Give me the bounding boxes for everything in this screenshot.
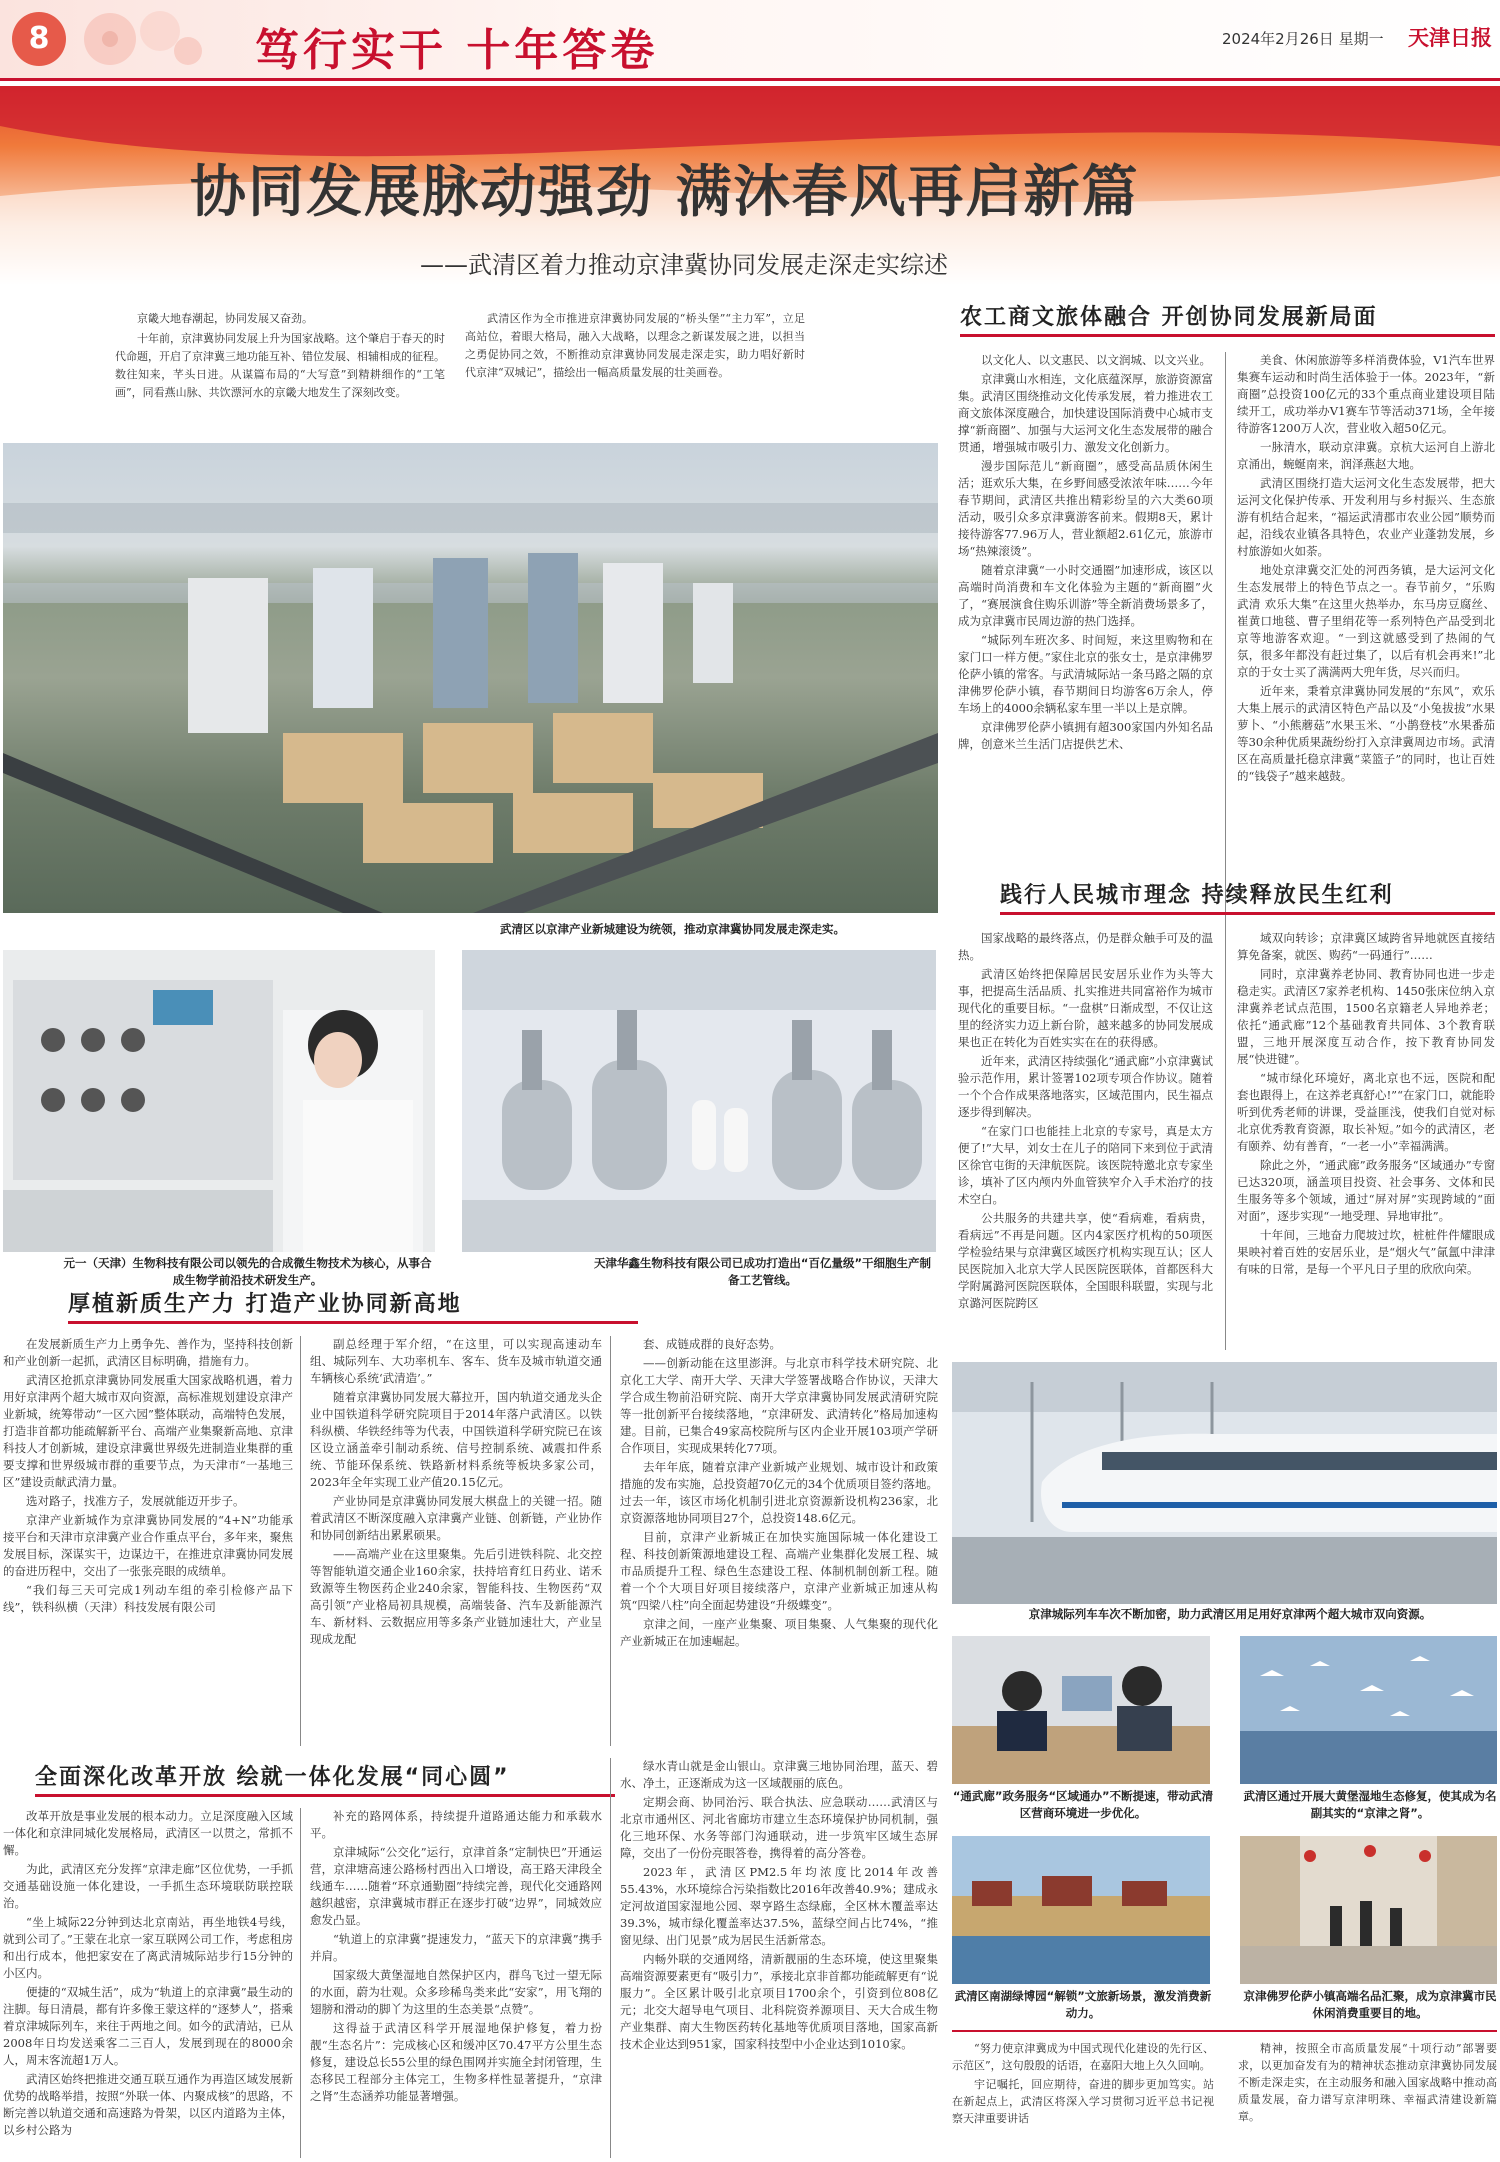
- column-rule: [610, 1758, 611, 2158]
- body-para: 选对路子，找准方子，发展就能迈开步子。: [26, 1494, 245, 1508]
- xinzhi-col-2: [310, 1336, 602, 1746]
- lead-para: 京畿大地春潮起，协同发展又奋劲。: [137, 312, 313, 325]
- section-heading-text: 践行人民城市理念 持续释放民生红利: [1000, 883, 1394, 908]
- caption-train: 京津城际列车车次不断加密，助力武清区用足用好京津两个超大城市双向资源。: [1028, 1607, 1432, 1621]
- heading-rule: [68, 1321, 638, 1324]
- body-para: 改革开放是事业发展的根本动力。立足深度融入区域一体化和京津同城化发展格局，武清区一以贯之，常抓不懈。: [3, 1809, 293, 1857]
- body-para: “城市绿化环境好，离北京也不远，医院和配套也跟得上，在这养老真舒心!”“在家门口，就能聆听到优秀老师的讲课，受益匪浅，使我们自觉对标北京优秀教育资源，取长补短。”如今的武清区，老有颐养、幼有善育，“一老一小”幸福满满。: [1237, 1071, 1495, 1153]
- lab-photo: [3, 950, 435, 1252]
- body-para: “坐上城际22分钟到达北京南站，再坐地铁4号线，就到公司了。”王蒙在北京一家互联网公司工作，考虑租房和出行成本，他把家安在了离武清城际站步行15分钟的小区内。: [3, 1915, 293, 1980]
- heading-rule: [35, 1794, 615, 1797]
- section-heading-text: 厚植新质生产力 打造产业协同新高地: [68, 1292, 462, 1317]
- column-rule: [300, 1808, 301, 2158]
- heading-rule: [1000, 912, 1495, 915]
- body-para: 十年间，三地奋力爬坡过坎，桩桩件件耀眼成果映衬着百姓的安居乐业，是“烟火气”氤氲中津津有味的日常，是每一个平凡日子里的欣欣向荣。: [1237, 1228, 1495, 1276]
- body-para: 漫步国际范儿“新商圈”，感受高品质休闲生活；逛欢乐大集，在乡野间感受浓浓年味……今年春节期间，武清区共推出精彩纷呈的六大类60项活动，吸引众多京津冀游客前来。假期8天，累计接待游客77.96万人，营业额超2.61亿元，旅游市场“热辣滚烫”。: [958, 459, 1213, 558]
- body-para: 京津产业新城作为京津冀协同发展的“4+N”功能承接平台和天津市京津冀产业合作重点平台，多年来，聚焦发展目标，深谋实干，边谋边干，在推进京津冀协同发展的奋进历程中，交出了一张张亮眼的成绩单。: [3, 1513, 293, 1578]
- column-rule: [610, 1336, 611, 1746]
- body-para: 近年来，秉着京津冀协同发展的“东风”，欢乐大集上展示的武清区特色产品以及“小兔拔拔”水果萝卜、“小熊蘑菇”水果玉米、“小鹊登枝”水果番茄等30余种优质果蔬纷纷打入京津冀周边市场。武清区在高质量托稳京津冀“菜篮子”的同时，也让百姓的“钱袋子”越来越鼓。: [1237, 684, 1495, 783]
- newspaper-logo: 天津日报: [1408, 25, 1492, 50]
- closing-rule: [952, 2030, 1497, 2032]
- body-para: 随着京津冀“一小时交通圈”加速形成，该区以高端时尚消费和车文化体验为主题的“新商圈”火了，“赛展演食住购乐训游”等全新消费场景多了，成为京津冀市民周边游的热门选择。: [958, 563, 1213, 628]
- xinzhi-col-3: [620, 1336, 938, 1746]
- caption-canal: 武清区南湖绿博园“解锁”文旅新场景，激发消费新动力。: [954, 1989, 1212, 2020]
- caption-aerial: 武清区以京津产业新城建设为统领，推动京津冀协同发展走深走实。: [500, 922, 845, 936]
- body-para: 京津冀山水相连，文化底蕴深厚，旅游资源富集。武清区围绕推动文化传承发展，着力推进农工商文旅体深度融合，加快建设国际消费中心城市支撑“新商圈”、加强与大运河文化生态发展带的融合贯通，增强城市吸引力、激发文化创新力。: [958, 372, 1213, 454]
- gaige-col-1: [3, 1808, 293, 2162]
- lead-col-2: [465, 310, 805, 440]
- xinzhi-col-1: [3, 1336, 293, 1746]
- caption-service: “通武廊”政务服务“区域通办”不断提速，带动武清区营商环境进一步优化。: [952, 1789, 1214, 1820]
- caption-lab: 元一（天津）生物科技有限公司以领先的合成微生物技术为核心，从事合成生物学前沿技术研发生产。: [63, 1256, 432, 1287]
- body-para: 定期会商、协同治污、联合执法、应急联动……武清区与北京市通州区、河北省廊坊市建立生态环境保护协同机制，强化三地环保、水务等部门沟通联动，进一步筑牢区域生态屏障，交出了一份份亮眼答卷，携得着的高分答卷。: [620, 1795, 938, 1860]
- lead-para: 武清区作为全市推进京津冀协同发展的“桥头堡”“主力军”，立足高站位，着眼大格局，融入大战略，以理念之新谋发展之进，以担当之勇促协同之效，不断推动京津冀协同发展走深走实，助力唱好新时代京津“双城记”，描绘出一幅高质量发展的壮美画卷。: [465, 312, 805, 379]
- body-para: 美食、休闲旅游等多样消费体验，V1汽车世界集赛车运动和时尚生活体验于一体。2023年，“新商圈”总投资100亿元的33个重点商业建设项目陆续开工，成功举办V1赛车节等活动371场，全年接待游客1200万人次，营业收入超50亿元。: [1237, 353, 1495, 435]
- body-para: 国家战略的最终落点，仍是群众触手可及的温热。: [958, 931, 1213, 962]
- body-para: 补充的路网体系，持续提升道路通达能力和承载水平。: [310, 1809, 602, 1840]
- service-photo: [952, 1636, 1210, 1784]
- nongshang-col-1: [958, 352, 1213, 937]
- page-number: 8: [28, 21, 50, 56]
- section-heading-minsheng: [1000, 878, 1495, 909]
- body-para: 产业协同是京津冀协同发展大棋盘上的关键一招。随着武清区不断深度融入京津冀产业链、创新链，产业协作和协同创新结出累累硕果。: [310, 1494, 602, 1542]
- section-heading-nongshang: [960, 300, 1495, 331]
- street-photo: [1240, 1836, 1497, 1984]
- caption-birds: 武清区通过开展大黄堡湿地生态修复，使其成为名副其实的“京津之肾”。: [1243, 1789, 1497, 1820]
- body-para: 以文化人、以文惠民、以文润城、以文兴业。: [981, 353, 1211, 367]
- heading-rule: [960, 334, 1495, 337]
- closing-para: “努力使京津冀成为中国式现代化建设的先行区、示范区”，这句殷殷的话语，在嘉阳大地上久久回响。: [952, 2042, 1214, 2072]
- section-heading-text: 农工商文旅体融合 开创协同发展新局面: [960, 305, 1378, 330]
- body-para: 内畅外联的交通网络，清新靓丽的生态环境，使这里聚集高端资源要素更有“吸引力”，承接北京非首都功能疏解更有“说服力”。全区累计吸引北京项目1700余个，引资到位808亿元；北交大超导电气项目、北科院资养源项目、天大合成生物产业集群、南大生物医药转化基地等优质项目落地，国家高新技术企业达到951家，国家科技型中小企业达到1010家。: [620, 1952, 938, 2051]
- body-para: 目前，京津产业新城正在加快实施国际城一体化建设工程、科技创新策源地建设工程、高端产业集群化发展工程、城市品质提升工程、绿色生态建设工程、体制机制创新工程。随着一个个大项目好项目接续落户，京津产业新城正加速从构筑“四梁八柱”向全面起势建设“升级蝶变”。: [620, 1530, 938, 1612]
- birds-photo: [1240, 1636, 1497, 1784]
- body-para: ——创新动能在这里澎湃。与北京市科学技术研究院、北京化工大学、南开大学、天津大学签署战略合作协议，天津大学合成生物前沿研究院、南开大学京津冀协同发展武清研究院等一批创新平台接续落地，“京津研发、武清转化”格局加速构建。目前，已集合49家高校院所与区内企业开展103项产学研合作项目，实现成果转化77项。: [620, 1356, 938, 1455]
- factory-photo: [462, 950, 936, 1252]
- flower-decoration: [70, 5, 210, 73]
- body-para: 套、成链成群的良好态势。: [643, 1337, 781, 1351]
- closing-col-2: [1238, 2040, 1497, 2160]
- body-para: 绿水青山就是金山银山。京津冀三地协同治理，蓝天、碧水、净土，正逐渐成为这一区域靓丽的底色。: [620, 1759, 938, 1790]
- aerial-photo: [3, 443, 938, 913]
- body-para: 国家级大黄堡湿地自然保护区内，群鸟飞过一望无际的水面，蔚为壮观。众多珍稀鸟类来此“安家”，用飞翔的翅膀和滑动的脚丫为这里的生态美景“点赞”。: [310, 1968, 602, 2016]
- caption-factory: 天津华鑫生物科技有限公司已成功打造出“百亿量级”干细胞生产制备工艺管线。: [593, 1256, 932, 1287]
- body-para: 武清区围绕打造大运河文化生态发展带，把大运河文化保护传承、开发利用与乡村振兴、生态旅游有机结合起来，“福运武清郡市农业公园”顺势而起，沿线农业镇各具特色，农业产业蓬勃发展，乡村旅游如火如荼。: [1237, 476, 1495, 558]
- body-para: 域双向转诊；京津冀区域跨省异地就医直接结算免备案，就医、购药“一码通行”……: [1237, 931, 1495, 962]
- body-para: 去年年底，随着京津产业新城产业规划、城市设计和政策措施的发布实施，总投资超70亿元的34个优质项目签约落地。过去一年，该区市场化机制引进北京资源新设机构236家，北京资源落地协同项目27个，总投资148.6亿元。: [620, 1460, 938, 1525]
- body-para: 武清区抢抓京津冀协同发展重大国家战略机遇，着力用好京津两个超大城市双向资源，高标准规划建设京津产业新城，统筹带动“一区六园”整体联动，高端特色发展，打造非首都功能疏解新平台、高端产业集聚新高地、京津科技人才创新城，建设京津冀世界级先进制造业集群的重要支撑和世界级城市群的重要节点，为天津市“一基地三区”建设贡献武清力量。: [3, 1373, 293, 1489]
- lead-para: 十年前，京津冀协同发展上升为国家战略。这个肇启于春天的时代命题，开启了京津冀三地功能互补、错位发展、相辅相成的征程。数往知来，芊头日进。从谋篇布局的“大写意”到精耕细作的“工笔画”，同看燕山脉、共饮漂河水的京畿大地发生了深刻改变。: [115, 332, 445, 399]
- body-para: ——高端产业在这里聚集。先后引进铁科院、北交控等智能轨道交通企业160余家，扶持培育红日药业、诺禾致源等生物医药企业240余家，智能科技、生物医药“双高引领”产业格局初具规模，高端装备、汽车及新能源汽车、新材料、云数据应用等多条产业链加速壮大，产业呈现成龙配: [310, 1547, 602, 1646]
- body-para: 除此之外，“通武廊”政务服务“区域通办”专窗已达320项，涵盖项目投资、社会事务、文体和民生服务等多个领域，通过“屏对屏”实现跨域的“面对面”，逐步实现“一地受理、异地审批”。: [1237, 1158, 1495, 1223]
- body-para: 武清区始终把推进交通互联互通作为再造区域发展新优势的战略举措，按照“外联一体、内聚成核”的思路，不断完善以轨道交通和高速路为骨架，以区内道路为主体，以乡村公路为: [3, 2072, 293, 2137]
- gaige-col-3: [620, 1758, 938, 2162]
- section-heading-xinzhi: [68, 1287, 638, 1318]
- caption-street: 京津佛罗伦萨小镇高端名品汇聚，成为京津冀市民休闲消费重要目的地。: [1243, 1989, 1497, 2020]
- body-para: 公共服务的共建共享，使“看病难，看病贵，看病远”不再是问题。区内4家医疗机构的50项医学检验结果与京津冀区域医疗机构实现互认；区人民医院加入北京大学人民医院医联体，首都医科大学附属潞河医院医联体，全国眼科联盟，实现与北京潞河医院跨区: [958, 1211, 1213, 1310]
- header-slogan: 笃行实干 十年答卷: [255, 25, 659, 76]
- body-para: 武清区始终把保障居民安居乐业作为头等大事，把提高生活品质、扎实推进共同富裕作为城市现代化的重要目标。“一盘棋”日渐成型，不仅让这里的经济实力迈上新台阶，越来越多的协同发展成果也正在转化为百姓实实在在的获得感。: [958, 967, 1213, 1049]
- headline-subtitle: ——武清区着力推动京津冀协同发展走深走实综述: [420, 251, 948, 279]
- canal-photo: [952, 1836, 1210, 1984]
- nongshang-col-2: [1237, 352, 1495, 937]
- body-para: 京津佛罗伦萨小镇拥有超300家国内外知名品牌，创意米兰生活门店提供艺术、: [958, 720, 1213, 751]
- minsheng-col-2: [1237, 930, 1495, 1350]
- body-para: 近年来，武清区持续强化“通武廊”小京津冀试验示范作用，累计签署102项专项合作协议。随着一个个合作成果落地落实，区域范围内，民生福点逐步得到解决。: [958, 1054, 1213, 1119]
- body-para: 地处京津冀交汇处的河西务镇，是大运河文化生态发展带上的特色节点之一。春节前夕，“乐购武清 欢乐大集”在这里火热举办，东马房豆腐丝、崔黄口地毯、曹子里绢花等一系列特色产品受到北京等地游客欢迎。“一到这就感受到了热闹的气氛，很多年都没有赶过集了，以后有机会再来!”北京的于女士买了满满两大兜年货，尽兴而归。: [1237, 563, 1495, 679]
- body-para: “我们每三天可完成1列动车组的牵引检修产品下线”，铁科纵横（天津）科技发展有限公司: [3, 1583, 293, 1614]
- body-para: 为此，武清区充分发挥“京津走廊”区位优势，一手抓交通基础设施一体化建设，一手抓生态环境联防联控联治。: [3, 1862, 293, 1910]
- body-para: 同时，京津冀养老协同、教育协同也进一步走稳走实。武清区7家养老机构、1450张床位纳入京津冀养老试点范围，1500名京籍老人异地养老；依托“通武廊”12个基础教育共同体、3个教育联盟，三地开展深度互动合作，按下教育协同发展“快进键”。: [1237, 967, 1495, 1066]
- body-para: “轨道上的京津冀”提速发力，“蓝天下的京津冀”携手并肩。: [310, 1932, 602, 1963]
- body-para: 便捷的“双城生活”，成为“轨道上的京津冀”最生动的注脚。每日清晨，都有许多像王蒙这样的“逐梦人”，搭乘着京津城际列车，来往于两地之间。如今的武清站，已从2008年日均发送乘客二三百人，发展到现在的8000余人，周末客流超1万人。: [3, 1985, 293, 2067]
- body-para: 随着京津冀协同发展大幕拉开，国内轨道交通龙头企业中国铁道科学研究院项目于2014年落户武清区。以铁科纵横、华铁经纬等为代表，中国铁道科学研究院已在该区设立涵盖牵引制动系统、信号控制系统、减震扣件系统、节能环保系统、铁路新材料系统等板块多家公司，2023年全年实现工业产值20.15亿元。: [310, 1390, 602, 1489]
- train-photo: [952, 1362, 1497, 1604]
- headline-title: 协同发展脉动强劲 满沐春风再启新篇: [190, 160, 1140, 225]
- body-para: “城际列车班次多、时间短，来这里购物和在家门口一样方便。”家住北京的张女士，是京津佛罗伦萨小镇的常客。与武清城际站一条马路之隔的京津佛罗伦萨小镇，春节期间日均游客6万余人，停车场上的4000余辆私家车里一半以上是京牌。: [958, 633, 1213, 715]
- section-heading-text: 全面深化改革开放 绘就一体化发展“同心圆”: [35, 1765, 510, 1790]
- body-para: 这得益于武清区科学开展湿地保护修复，着力扮靓“生态名片”：完成核心区和缓冲区70.47平方公里生态修复，建设总长55公里的绿色围网并实施全封闭管理，生态移民工程部分主体完工，生物多样性显著提升，“京津之肾”生态涵养功能显著增强。: [310, 2021, 602, 2103]
- body-para: 一脉清水，联动京津冀。京杭大运河自上游北京涌出，蜿蜒南来，润泽燕赵大地。: [1237, 440, 1495, 471]
- body-para: 京津城际“公交化”运行，京津首条“定制快巴”开通运营，京津塘高速公路杨村西出入口增设，高王路天津段全线通车……随着“环京通勤圈”持续完善，现代化交通路网越织越密，京津冀城市群正在逐步打破“边界”，同城效应愈发凸显。: [310, 1845, 602, 1927]
- lead-col-1: [115, 310, 445, 440]
- closing-para: 宇记嘱托，回应期待，奋进的脚步更加笃实。站在新起点上，武清区将深入学习贯彻习近平总书记视察天津重要讲话: [952, 2078, 1214, 2125]
- body-para: “在家门口也能挂上北京的专家号，真是太方便了!”大早，刘女士在儿子的陪同下来到位于武清区徐官屯街的天津航医院。该医院特邀北京专家坐诊，填补了区内颅内外血管狭窄介入手术治疗的技术空白。: [958, 1124, 1213, 1206]
- section-heading-gaige: [35, 1760, 615, 1791]
- minsheng-col-1: [958, 930, 1213, 1350]
- closing-para: 精神，按照全市高质量发展“十项行动”部署要求，以更加奋发有为的精神状态推动京津冀协同发展不断走深走实，在主动服务和融入国家战略中推动高质量发展，奋力谱写京津明珠、幸福武清建设新篇章。: [1238, 2042, 1497, 2123]
- body-para: 副总经理于军介绍，“在这里，可以实现高速动车组、城际列车、大功率机车、客车、货车及城市轨道交通车辆核心系统‘武清造’。”: [310, 1337, 602, 1385]
- column-rule: [1225, 930, 1226, 1350]
- column-rule: [300, 1336, 301, 1746]
- body-para: 2023年，武清区PM2.5年均浓度比2014年改善55.43%，水环境综合污染指数比2016年改善40.9%；建成永定河故道国家湿地公园、翠亨路生态绿廊，全区林木覆盖率达39.3%，城市绿化覆盖率达37.5%，蓝绿空间占比74%，“推窗见绿、出门见景”成为居民生活新常态。: [620, 1865, 938, 1947]
- body-para: 在发展新质生产力上勇争先、善作为，坚持科技创新和产业创新一起抓，武清区目标明确，措施有力。: [3, 1337, 293, 1368]
- gaige-col-2: [310, 1808, 602, 2162]
- header-date: 2024年2月26日 星期一: [1222, 30, 1384, 48]
- closing-col-1: [952, 2040, 1214, 2160]
- column-rule: [1225, 352, 1226, 937]
- header-rule: [0, 78, 1500, 81]
- body-para: 京津之间，一座产业集聚、项目集聚、人气集聚的现代化产业新城正在加速崛起。: [620, 1617, 938, 1648]
